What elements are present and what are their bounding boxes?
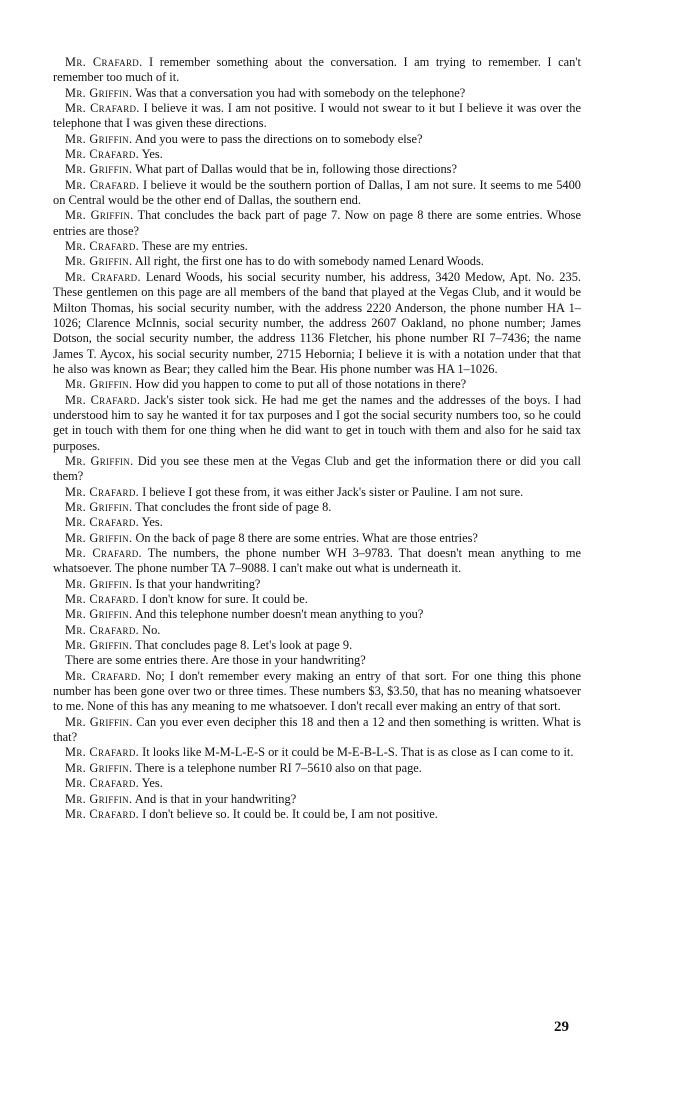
speaker-label: Mr. Griffin. [65,607,133,622]
testimony-paragraph [53,485,581,500]
speaker-label: Mr. Crafard. [65,484,140,499]
speech-text: Lenard Woods, his social security number, his address, 3420 Medow, Apt. No. 235. These gentlemen on this page are all members of the band that played at the Vegas Club, and it would be Milton Thomas, his social security number, with the address 2220 Anderson, the phone number HA 1–1026; Clarence McInnis, social security number, the address 2607 Oakland, no phone number; James Dotson, the social security number, the address 1136 Fletcher, his phone number RI 7–7436; the name James T. Aycox, his social security number, 2715 Hebornia; I believe it is with a notation under that that he also was known as Bear; they called him the Bear. His phone number was HA 1–1026. [53,269,581,376]
testimony-paragraph [53,807,581,822]
testimony-paragraph [53,377,581,392]
speech-text: I believe it was. I am not positive. I would not swear to it but I believe it was over the telephone that I was given these directions. [53,101,581,131]
speaker-label: Mr. Crafard. [65,546,142,560]
speaker-label: Mr. Crafard. [65,239,140,254]
speech-text: What part of Dallas would that be in, following those directions? [135,162,457,177]
speaker-label: Mr. Crafard. [65,269,141,284]
testimony-paragraph [53,55,581,86]
speech-text: And you were to pass the directions on to somebody else? [134,131,423,146]
speaker-label: Mr. Crafard. [65,668,142,683]
speaker-label: Mr. Griffin. [65,714,133,729]
testimony-paragraph [53,638,581,653]
speech-text: Yes. [141,147,163,162]
speech-text: I remember something about the conversation. I am trying to remember. I can't remember too much of it. [53,55,581,85]
speech-text: No; I don't remember every making an entry of that sort. For one thing this phone number has been gone over two or three times. These numbers $3, $3.50, that has no meaning whatsoever to me. None of this has any meaning to me whatsoever. I don't recall ever making an entry of that sort. [53,668,581,714]
testimony-paragraph [53,653,581,668]
testimony-paragraph [53,239,581,254]
speech-text: That concludes the back part of page 7. Now on page 8 there are some entries. Whose entries are those? [53,208,582,238]
testimony-paragraph [53,132,581,147]
speech-text: These are my entries. [141,239,248,254]
testimony-paragraph [53,208,581,239]
speaker-label: Mr. Crafard. [65,147,140,162]
testimony-paragraph [53,178,581,209]
speaker-label: Mr. Crafard. [65,592,140,607]
speech-text: There is a telephone number RI 7–5610 also on that page. [135,760,422,775]
speech-text: The numbers, the phone number WH 3–9783. That doesn't mean anything to me whatsoever. The phone number TA 7–9088. I can't make out what is underneath it. [53,546,581,576]
testimony-paragraph [53,500,581,515]
testimony-paragraph [53,792,581,807]
testimony-paragraph [53,715,581,746]
speech-text: On the back of page 8 there are some entries. What are those entries? [135,530,478,545]
speaker-label: Mr. Crafard. [65,745,140,760]
speaker-label: Mr. Crafard. [65,177,140,192]
testimony-paragraph [53,101,581,132]
testimony-paragraph [53,531,581,546]
speech-text: Yes. [141,515,163,530]
speaker-label: Mr. Crafard. [65,622,140,637]
speech-text: I don't know for sure. It could be. [142,592,308,607]
speech-text: And is that in your handwriting? [134,791,297,806]
speaker-label: Mr. Crafard. [65,101,140,116]
page-number: 29 [554,1019,569,1035]
speech-text: Did you see these men at the Vegas Club and get the information there or did you call them? [53,453,581,484]
testimony-paragraph [53,254,581,269]
speech-text: All right, the first one has to do with somebody named Lenard Woods. [134,254,484,269]
speaker-label: Mr. Crafard. [65,55,143,69]
speaker-label: Mr. Griffin. [65,377,133,392]
speaker-label: Mr. Griffin. [65,131,133,146]
speech-text: It looks like M-M-L-E-S or it could be M-E-B-L-S. That is as close as I can come to it. [142,745,574,760]
speech-text: Is that your handwriting? [135,576,261,591]
testimony-paragraph [53,546,581,577]
speaker-label: Mr. Griffin. [65,208,134,223]
testimony-paragraph [53,592,581,607]
speech-text: Was that a conversation you had with somebody on the telephone? [135,85,466,100]
speaker-label: Mr. Griffin. [65,453,134,468]
speech-text: There are some entries there. Are those in your handwriting? [65,653,366,668]
speaker-label: Mr. Griffin. [65,530,133,545]
testimony-paragraph [53,393,581,454]
speech-text: No. [142,622,161,637]
speaker-label: Mr. Crafard. [65,806,140,821]
speaker-label: Mr. Griffin. [65,499,133,514]
speech-text: Can you ever even decipher this 18 and then a 12 and then something is written. What is that? [53,714,582,745]
testimony-paragraph [53,776,581,791]
speaker-label: Mr. Griffin. [65,254,133,269]
speaker-label: Mr. Crafard. [65,515,140,530]
testimony-paragraph [53,86,581,101]
speech-text: I believe I got these from, it was either Jack's sister or Pauline. I am not sure. [142,484,524,499]
speech-text: How did you happen to come to put all of those notations in there? [135,377,467,392]
testimony-paragraph [53,147,581,162]
speech-text: That concludes page 8. Let's look at page 9. [135,638,353,653]
testimony-paragraph [53,623,581,638]
testimony-paragraph [53,669,581,715]
speaker-label: Mr. Crafard. [65,392,141,407]
speech-text: Jack's sister took sick. He had me get the names and the addresses of the boys. I had understood him to say he wanted it for tax purposes and I got the social security numbers too, so he could get in touch with them for one thing when he did want to get in touch with them and also for he said tax purposes. [53,392,581,453]
speaker-label: Mr. Griffin. [65,576,133,591]
testimony-paragraph [53,607,581,622]
speech-text: That concludes the front side of page 8. [135,499,332,514]
testimony-paragraph [53,745,581,760]
speech-text: Yes. [141,776,163,791]
speaker-label: Mr. Griffin. [65,162,133,177]
testimony-paragraph [53,515,581,530]
speaker-label: Mr. Crafard. [65,776,140,791]
testimony-paragraph [53,761,581,776]
speaker-label: Mr. Griffin. [65,791,133,806]
testimony-paragraph [53,454,581,485]
testimony-text [53,55,581,822]
testimony-paragraph [53,577,581,592]
testimony-paragraph [53,162,581,177]
speaker-label: Mr. Griffin. [65,760,133,775]
speech-text: I don't believe so. It could be. It could be, I am not positive. [142,806,438,821]
speaker-label: Mr. Griffin. [65,638,133,653]
speech-text: And this telephone number doesn't mean anything to you? [134,607,424,622]
testimony-paragraph [53,270,581,377]
speaker-label: Mr. Griffin. [65,85,133,100]
speech-text: I believe it would be the southern portion of Dallas, I am not sure. It seems to me 5400 on Central would be the other end of Dallas, the southern end. [53,177,581,208]
